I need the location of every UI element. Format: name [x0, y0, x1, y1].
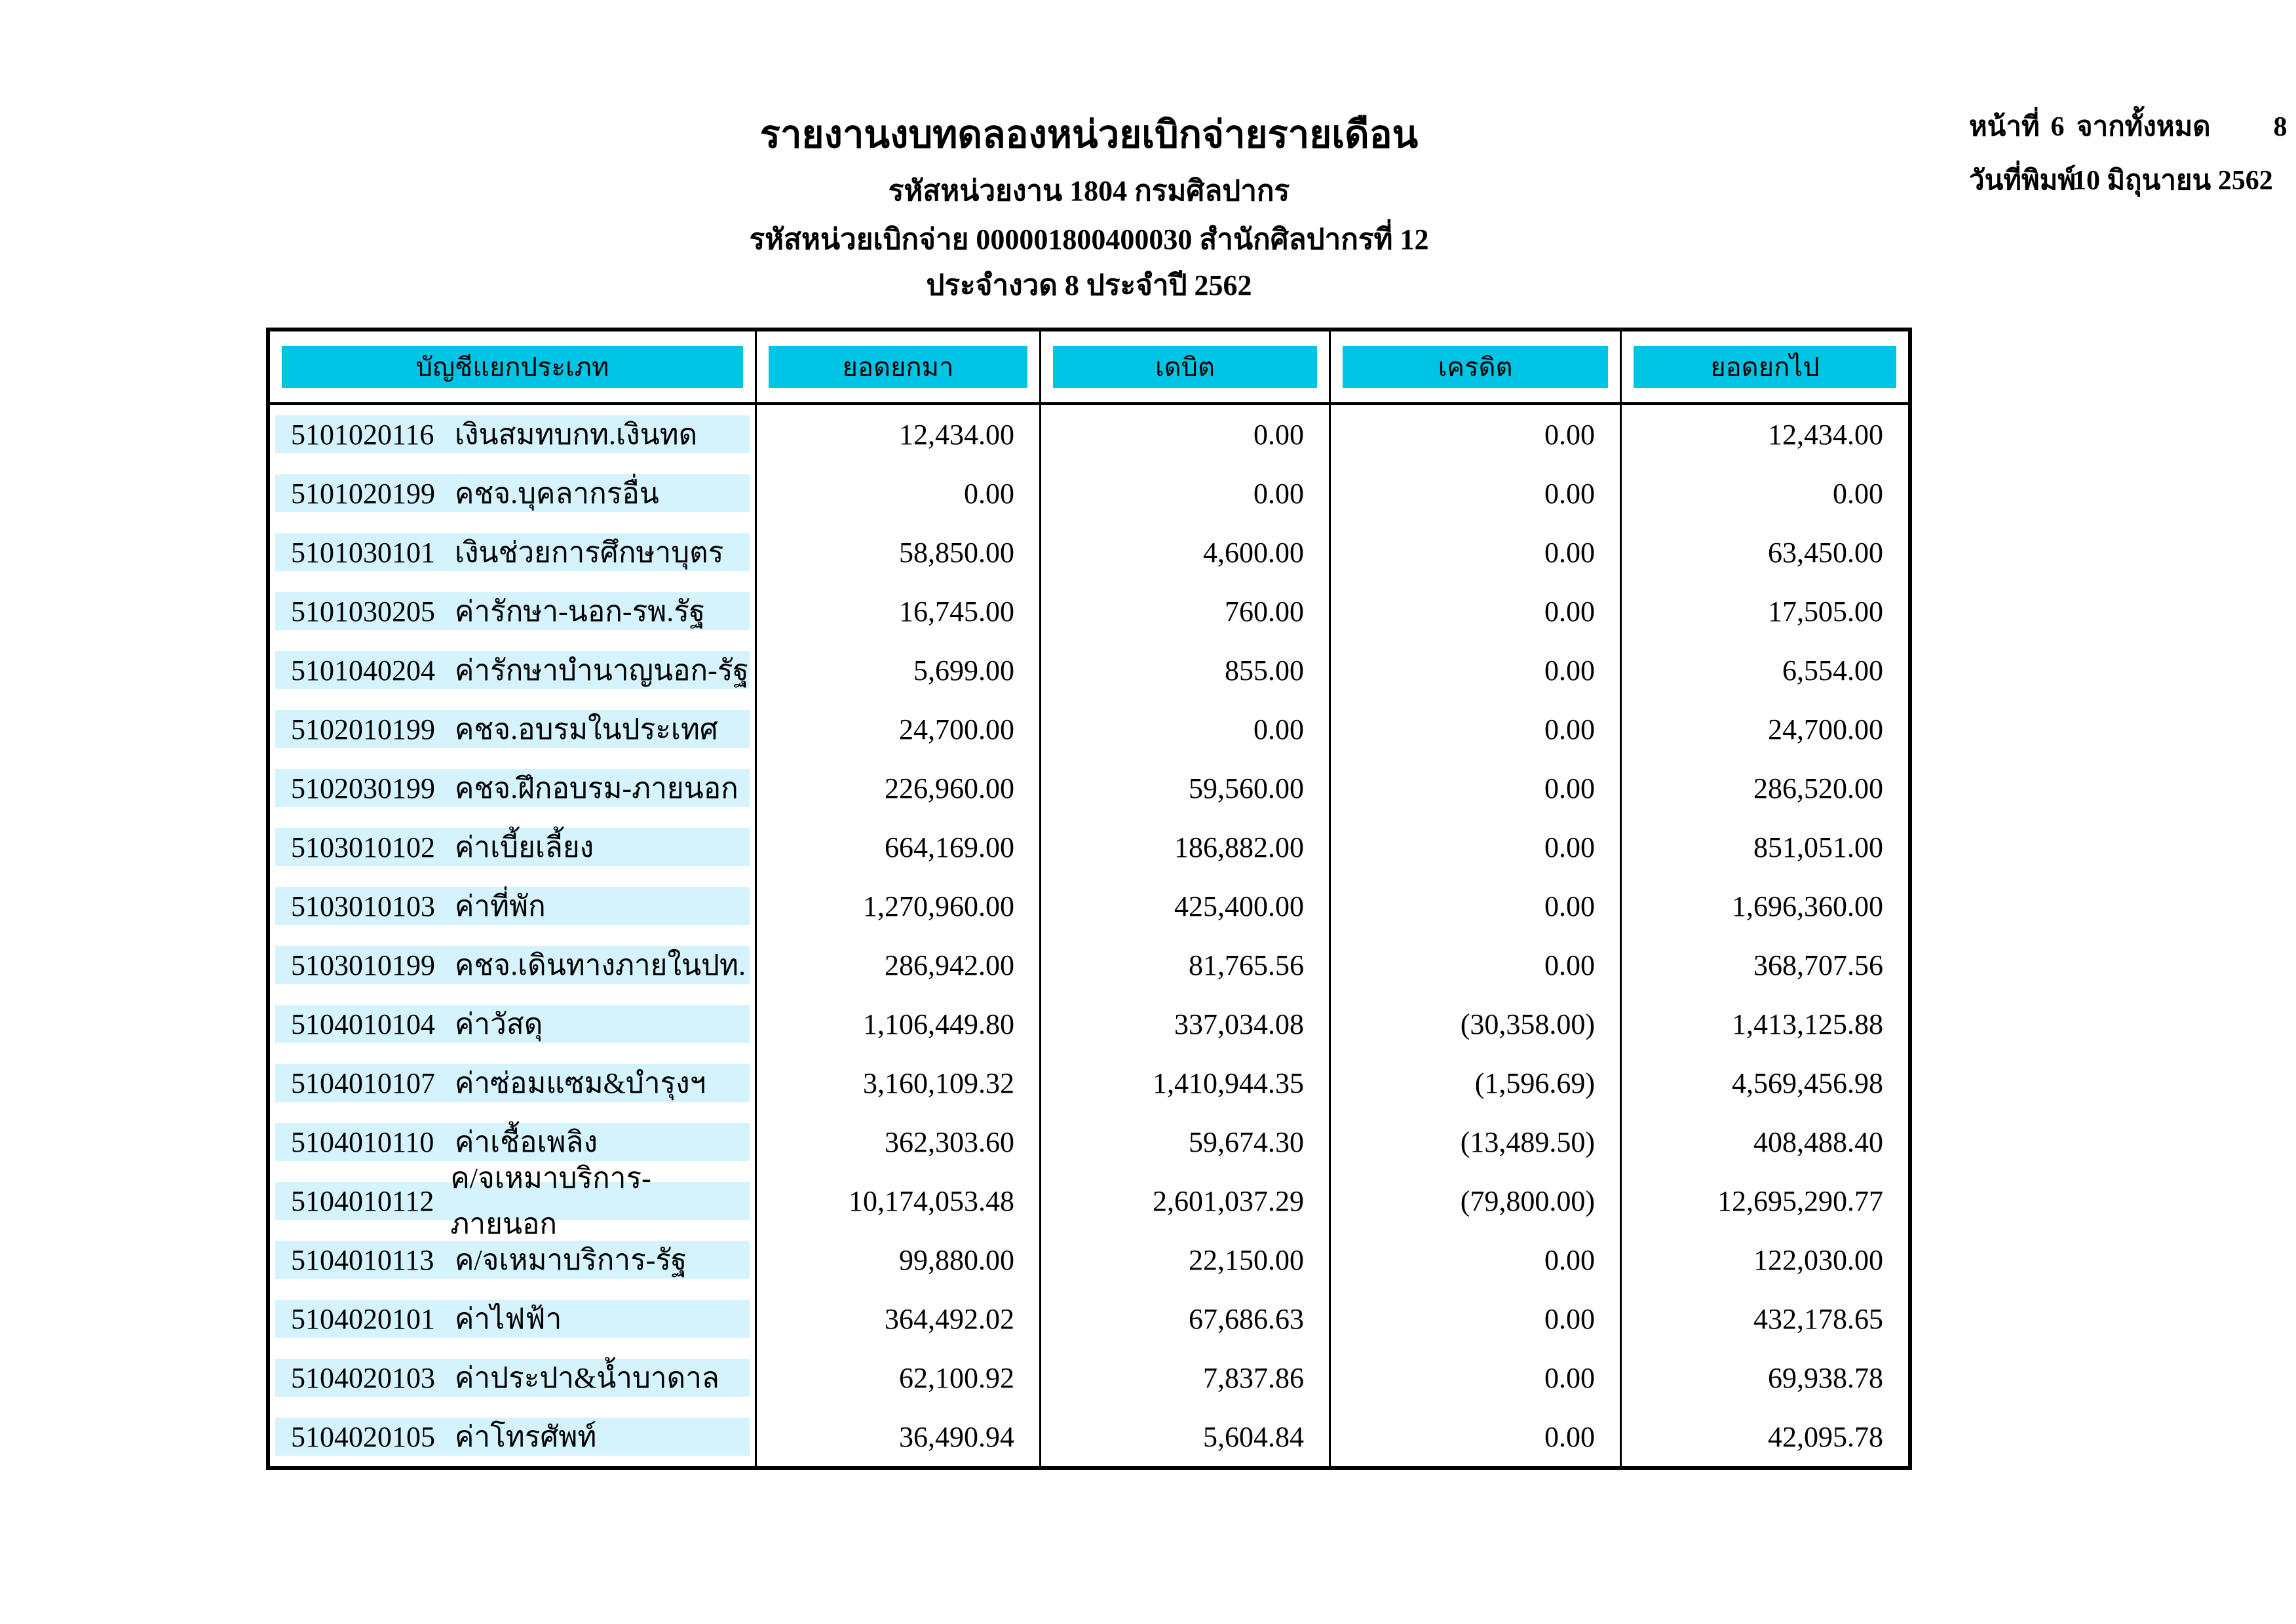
page-label: หน้าที่ [1969, 112, 2040, 142]
credit-cell: (1,596.69) [1329, 1053, 1620, 1112]
account-cell [270, 641, 755, 700]
table-row [270, 523, 1908, 582]
account-code: 5103010103 [291, 890, 435, 922]
credit-cell: 0.00 [1329, 582, 1620, 641]
account-highlight-band [275, 887, 750, 925]
table-row [270, 994, 1908, 1053]
table-row [270, 700, 1908, 759]
column-header-debit-label: เดบิต [1053, 346, 1317, 388]
brought-forward-cell: 286,942.00 [755, 935, 1039, 994]
account-code: 5103010199 [291, 949, 435, 981]
table-row [270, 818, 1908, 877]
carried-forward-cell: 69,938.78 [1620, 1348, 1908, 1407]
account-code: 5104010107 [291, 1067, 435, 1099]
account-highlight-band [275, 415, 750, 453]
account-highlight-band [275, 1064, 750, 1102]
account-name: ค่ารักษา-นอก-รพ.รัฐ [455, 595, 706, 628]
brought-forward-cell: 99,880.00 [755, 1230, 1039, 1289]
carried-forward-cell: 1,413,125.88 [1620, 994, 1908, 1053]
account-cell [270, 1162, 755, 1240]
brought-forward-cell: 5,699.00 [755, 641, 1039, 700]
period-line: ประจำงวด 8 ประจำปี 2562 [926, 269, 1252, 301]
table-row [270, 405, 1908, 464]
account-code: 5101040204 [291, 654, 435, 687]
account-code: 5104020101 [291, 1302, 435, 1335]
debit-cell: 0.00 [1039, 405, 1329, 464]
debit-cell: 0.00 [1039, 700, 1329, 759]
credit-cell: (30,358.00) [1329, 994, 1620, 1053]
debit-cell: 4,600.00 [1039, 523, 1329, 582]
brought-forward-cell: 364,492.02 [755, 1289, 1039, 1348]
account-name: คชจ.เดินทางภายในปท. [455, 949, 746, 981]
account-cell [270, 1230, 755, 1289]
credit-cell: (79,800.00) [1329, 1171, 1620, 1230]
report-title: รายงานงบทดลองหน่วยเบิกจ่ายรายเดือน [759, 113, 1419, 156]
account-highlight-band [275, 1162, 750, 1240]
column-header-brought-forward [755, 331, 1039, 402]
credit-cell: 0.00 [1329, 523, 1620, 582]
account-cell [270, 994, 755, 1053]
credit-cell: 0.00 [1329, 877, 1620, 935]
debit-cell: 7,837.86 [1039, 1348, 1329, 1407]
carried-forward-cell: 4,569,456.98 [1620, 1053, 1908, 1112]
account-highlight-band [275, 828, 750, 866]
account-name: ค่าซ่อมแซม&บำรุงฯ [455, 1067, 706, 1099]
account-name: คชจ.อบรมในประเทศ [455, 713, 718, 746]
brought-forward-cell: 664,169.00 [755, 818, 1039, 877]
column-header-carried-forward-label: ยอดยกไป [1634, 346, 1896, 388]
carried-forward-cell: 12,695,290.77 [1620, 1171, 1908, 1230]
account-cell [270, 523, 755, 582]
account-name: คชจ.บุคลากรอื่น [455, 478, 659, 510]
account-highlight-band [275, 1005, 750, 1043]
print-date-label: วันที่พิมพ์ [1969, 166, 2076, 196]
account-highlight-band [275, 946, 750, 984]
credit-cell: 0.00 [1329, 759, 1620, 818]
account-code: 5101030101 [291, 536, 435, 569]
account-name: ค่าโทรศัพท์ [455, 1421, 597, 1453]
total-pages-label: จากทั้งหมด [2076, 112, 2211, 142]
account-name: เงินสมทบกท.เงินทด [455, 419, 698, 451]
carried-forward-cell: 24,700.00 [1620, 700, 1908, 759]
account-highlight-band [275, 533, 750, 571]
credit-cell: 0.00 [1329, 1289, 1620, 1348]
account-name: ค่าไฟฟ้า [455, 1303, 562, 1335]
brought-forward-cell: 16,745.00 [755, 582, 1039, 641]
account-code: 5102010199 [291, 713, 435, 746]
account-code: 5104020105 [291, 1420, 435, 1453]
brought-forward-cell: 62,100.92 [755, 1348, 1039, 1407]
account-cell [270, 818, 755, 877]
table-row [270, 877, 1908, 935]
debit-cell: 425,400.00 [1039, 877, 1329, 935]
carried-forward-cell: 368,707.56 [1620, 935, 1908, 994]
brought-forward-cell: 0.00 [755, 464, 1039, 523]
credit-cell: 0.00 [1329, 641, 1620, 700]
account-name: ค่าเชื้อเพลิง [455, 1126, 598, 1158]
account-name: ค/จเหมาบริการ-รัฐ [455, 1244, 687, 1276]
debit-cell: 0.00 [1039, 464, 1329, 523]
debit-cell: 2,601,037.29 [1039, 1171, 1329, 1230]
carried-forward-cell: 6,554.00 [1620, 641, 1908, 700]
account-cell [270, 1053, 755, 1112]
account-highlight-band [275, 474, 750, 512]
credit-cell: 0.00 [1329, 818, 1620, 877]
account-cell [270, 877, 755, 935]
carried-forward-cell: 1,696,360.00 [1620, 877, 1908, 935]
debit-cell: 59,560.00 [1039, 759, 1329, 818]
debit-cell: 760.00 [1039, 582, 1329, 641]
table-row [270, 1053, 1908, 1112]
brought-forward-cell: 226,960.00 [755, 759, 1039, 818]
credit-cell: 0.00 [1329, 1407, 1620, 1466]
account-code: 5101030205 [291, 595, 435, 628]
debit-cell: 337,034.08 [1039, 994, 1329, 1053]
debit-cell: 1,410,944.35 [1039, 1053, 1329, 1112]
carried-forward-cell: 122,030.00 [1620, 1230, 1908, 1289]
account-highlight-band [275, 1300, 750, 1338]
debit-cell: 59,674.30 [1039, 1112, 1329, 1171]
credit-cell: 0.00 [1329, 464, 1620, 523]
page-number-row [1969, 105, 2287, 148]
print-date-row [1969, 159, 2287, 202]
carried-forward-cell: 17,505.00 [1620, 582, 1908, 641]
brought-forward-cell: 58,850.00 [755, 523, 1039, 582]
account-code: 5102030199 [291, 772, 435, 804]
table-row [270, 464, 1908, 523]
debit-cell: 22,150.00 [1039, 1230, 1329, 1289]
page-number: 6 [2050, 112, 2065, 142]
column-header-brought-forward-label: ยอดยกมา [769, 346, 1027, 388]
credit-cell: 0.00 [1329, 935, 1620, 994]
brought-forward-cell: 12,434.00 [755, 405, 1039, 464]
account-cell [270, 1348, 755, 1407]
account-highlight-band [275, 1359, 750, 1397]
table-row [270, 935, 1908, 994]
account-highlight-band [275, 1241, 750, 1279]
table-row [270, 1407, 1908, 1466]
column-header-credit [1329, 331, 1620, 402]
table-row [270, 1348, 1908, 1407]
account-code: 5101020116 [291, 418, 434, 451]
carried-forward-cell: 42,095.78 [1620, 1407, 1908, 1466]
print-date: 10 มิถุนายน 2562 [2073, 166, 2273, 196]
credit-cell: 0.00 [1329, 1230, 1620, 1289]
carried-forward-cell: 12,434.00 [1620, 405, 1908, 464]
account-cell [270, 759, 755, 818]
account-highlight-band [275, 651, 750, 689]
table-row [270, 582, 1908, 641]
account-highlight-band [275, 769, 750, 807]
account-code: 5104010113 [291, 1243, 434, 1276]
carried-forward-cell: 63,450.00 [1620, 523, 1908, 582]
carried-forward-cell: 408,488.40 [1620, 1112, 1908, 1171]
carried-forward-cell: 0.00 [1620, 464, 1908, 523]
brought-forward-cell: 3,160,109.32 [755, 1053, 1039, 1112]
account-code: 5104020103 [291, 1361, 435, 1394]
debit-cell: 855.00 [1039, 641, 1329, 700]
account-code: 5104010104 [291, 1008, 435, 1040]
credit-cell: (13,489.50) [1329, 1112, 1620, 1171]
carried-forward-cell: 851,051.00 [1620, 818, 1908, 877]
column-header-carried-forward [1620, 331, 1908, 402]
table-row [270, 1162, 1908, 1240]
account-code: 5104010110 [291, 1125, 434, 1158]
brought-forward-cell: 362,303.60 [755, 1112, 1039, 1171]
account-name: ค่าเบี้ยเลี้ยง [455, 831, 594, 863]
account-highlight-band [275, 1418, 750, 1456]
table-row [270, 759, 1908, 818]
trial-balance-table [266, 328, 1912, 1470]
debit-cell: 186,882.00 [1039, 818, 1329, 877]
table-row [270, 641, 1908, 700]
table-body [270, 405, 1908, 1466]
debit-cell: 67,686.63 [1039, 1289, 1329, 1348]
account-name: ค่ารักษาบำนาญนอก-รัฐ [455, 654, 749, 687]
account-cell [270, 1407, 755, 1466]
table-row [270, 1289, 1908, 1348]
debit-cell: 81,765.56 [1039, 935, 1329, 994]
account-name: ค่าประปา&น้ำบาดาล [455, 1362, 719, 1394]
column-header-credit-label: เครดิต [1343, 346, 1608, 388]
account-cell [270, 582, 755, 641]
account-cell [270, 1289, 755, 1348]
agency-code-line: รหัสหน่วยงาน 1804 กรมศิลปากร [888, 175, 1290, 207]
table-row [270, 1230, 1908, 1289]
credit-cell: 0.00 [1329, 1348, 1620, 1407]
account-code: 5103010102 [291, 831, 435, 863]
column-header-debit [1039, 331, 1329, 402]
table-header-row [270, 331, 1908, 405]
account-name: ค่าที่พัก [455, 890, 546, 922]
page-info [1969, 105, 2287, 212]
account-cell [270, 700, 755, 759]
account-cell [270, 935, 755, 994]
account-name: ค่าวัสดุ [455, 1008, 543, 1040]
account-name: ค/จเหมาบริการ-ภายนอก [450, 1162, 651, 1240]
column-header-account [270, 331, 755, 402]
credit-cell: 0.00 [1329, 700, 1620, 759]
brought-forward-cell: 1,106,449.80 [755, 994, 1039, 1053]
column-header-account-label: บัญชีแยกประเภท [282, 346, 743, 388]
account-code: 5101020199 [291, 477, 435, 510]
account-code: 5104010112 [291, 1184, 434, 1217]
carried-forward-cell: 286,520.00 [1620, 759, 1908, 818]
account-name: คชจ.ฝึกอบรม-ภายนอก [455, 772, 738, 804]
brought-forward-cell: 24,700.00 [755, 700, 1039, 759]
brought-forward-cell: 36,490.94 [755, 1407, 1039, 1466]
credit-cell: 0.00 [1329, 405, 1620, 464]
disburse-unit-line: รหัสหน่วยเบิกจ่าย 000001800400030 สำนักศิลปากรที่ 12 [749, 223, 1429, 255]
account-cell [270, 405, 755, 464]
debit-cell: 5,604.84 [1039, 1407, 1329, 1466]
carried-forward-cell: 432,178.65 [1620, 1289, 1908, 1348]
account-highlight-band [275, 710, 750, 748]
account-cell [270, 464, 755, 523]
brought-forward-cell: 10,174,053.48 [755, 1171, 1039, 1230]
account-highlight-band [275, 592, 750, 630]
account-name: เงินช่วยการศึกษาบุตร [455, 537, 724, 569]
total-pages: 8 [2273, 112, 2287, 142]
brought-forward-cell: 1,270,960.00 [755, 877, 1039, 935]
